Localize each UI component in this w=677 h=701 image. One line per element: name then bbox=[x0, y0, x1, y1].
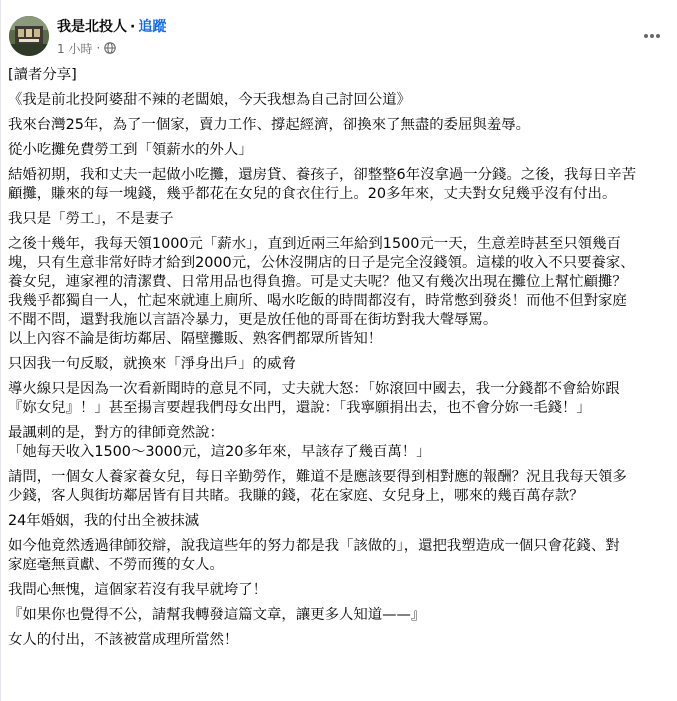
post-paragraph: [讀者分享] bbox=[8, 67, 77, 83]
post-paragraph: 請問，一個女人養家養女兒，每日辛勤勞作，難道不是應該要得到相對應的報酬？況且我每天領多 少錢，客人與街坊鄰居皆有目共睹。我賺的錢，花在家庭、女兒身上，哪來的幾百萬存款？ bbox=[8, 469, 627, 504]
name-separator: · bbox=[130, 19, 136, 35]
post-paragraph: 我只是「勞工」，不是妻子 bbox=[8, 211, 174, 227]
post-meta bbox=[57, 39, 116, 57]
post-paragraph: 24年婚姻，我的付出全被抹滅 bbox=[8, 513, 199, 529]
follow-button[interactable]: 追蹤 bbox=[138, 19, 167, 35]
meta-separator: · bbox=[96, 41, 101, 55]
more-options-icon bbox=[642, 26, 662, 46]
post-paragraph: 導火線只是因為一次看新聞時的意見不同，丈夫就大怒：「妳滾回中國去，我一分錢都不會給妳跟 『妳女兒』！」甚至揚言要趕我們母女出門，還說：「我寧願捐出去，也不會分妳一毛錢！」 bbox=[8, 381, 620, 416]
more-options-button[interactable] bbox=[634, 18, 670, 54]
post-paragraph: 『如果你也覺得不公，請幫我轉發這篇文章，讓更多人知道——』 bbox=[8, 607, 426, 623]
post-paragraph: 女人的付出，不該被當成理所當然！ bbox=[8, 632, 239, 648]
avatar[interactable] bbox=[9, 16, 49, 56]
post-paragraph: 之後十幾年，我每天領1000元「薪水」，直到近兩三年給到1500元一天，生意差時甚至只領幾百 塊，只有生意非常好時才給到2000元，公休沒開店的日子是完全沒錢領。這樣的收入不只要養家、 養女兒，連家裡的清潔費、日常用品也得負擔。可是丈夫呢？他又有幾次出現在攤位上幫忙顧攤？ 我幾乎都獨自一人，忙起來就連上廁所、喝水吃飯的時間都沒有，時常憋到發炎！而他不但對家庭 不聞不問，還對我施以言語冷暴力，更是放任他的哥哥在街坊對我大聲辱罵。 以上內容不論是街坊鄰居、隔壁攤販、熟客們都眾所皆知！ bbox=[8, 236, 635, 347]
post-paragraph: 《我是前北投阿婆甜不辣的老闆娘，今天我想為自己討回公道》 bbox=[8, 92, 411, 108]
post-paragraph: 我來台灣25年，為了一個家，賣力工作、撐起經濟，卻換來了無盡的委屈與羞辱。 bbox=[8, 117, 530, 133]
post-paragraph: 如今他竟然透過律師狡辯，說我這些年的努力都是我「該做的」，還把我塑造成一個只會花錢、對 家庭毫無貢獻、不勞而獲的女人。 bbox=[8, 538, 620, 573]
post-timestamp[interactable]: 1 小時 bbox=[57, 41, 93, 56]
post-body bbox=[8, 66, 670, 656]
post-paragraph: 結婚初期，我和丈夫一起做小吃攤，還房貸、養孩子，卻整整6年沒拿過一分錢。之後，我每日辛苦 顧攤，賺來的每一塊錢，幾乎都花在女兒的食衣住行上。20多年來，丈夫對女兒幾乎沒有付出。 bbox=[8, 167, 636, 202]
page-name-row bbox=[57, 16, 166, 38]
post-header bbox=[1, 0, 677, 64]
post-paragraph: 最諷刺的是，對方的律師竟然說： 「她每天收入1500～3000元，這20多年來，早該存了幾百萬！」 bbox=[8, 425, 431, 460]
post-paragraph: 從小吃攤免費勞工到「領薪水的外人」 bbox=[8, 142, 253, 158]
avatar-image bbox=[9, 16, 49, 56]
post-paragraph: 只因我一句反駁，就換來「淨身出戶」的威脅 bbox=[8, 356, 296, 372]
page-name[interactable]: 我是北投人 bbox=[57, 19, 127, 35]
post-paragraph: 我問心無愧，這個家若沒有我早就垮了！ bbox=[8, 582, 268, 598]
globe-icon bbox=[104, 42, 116, 54]
